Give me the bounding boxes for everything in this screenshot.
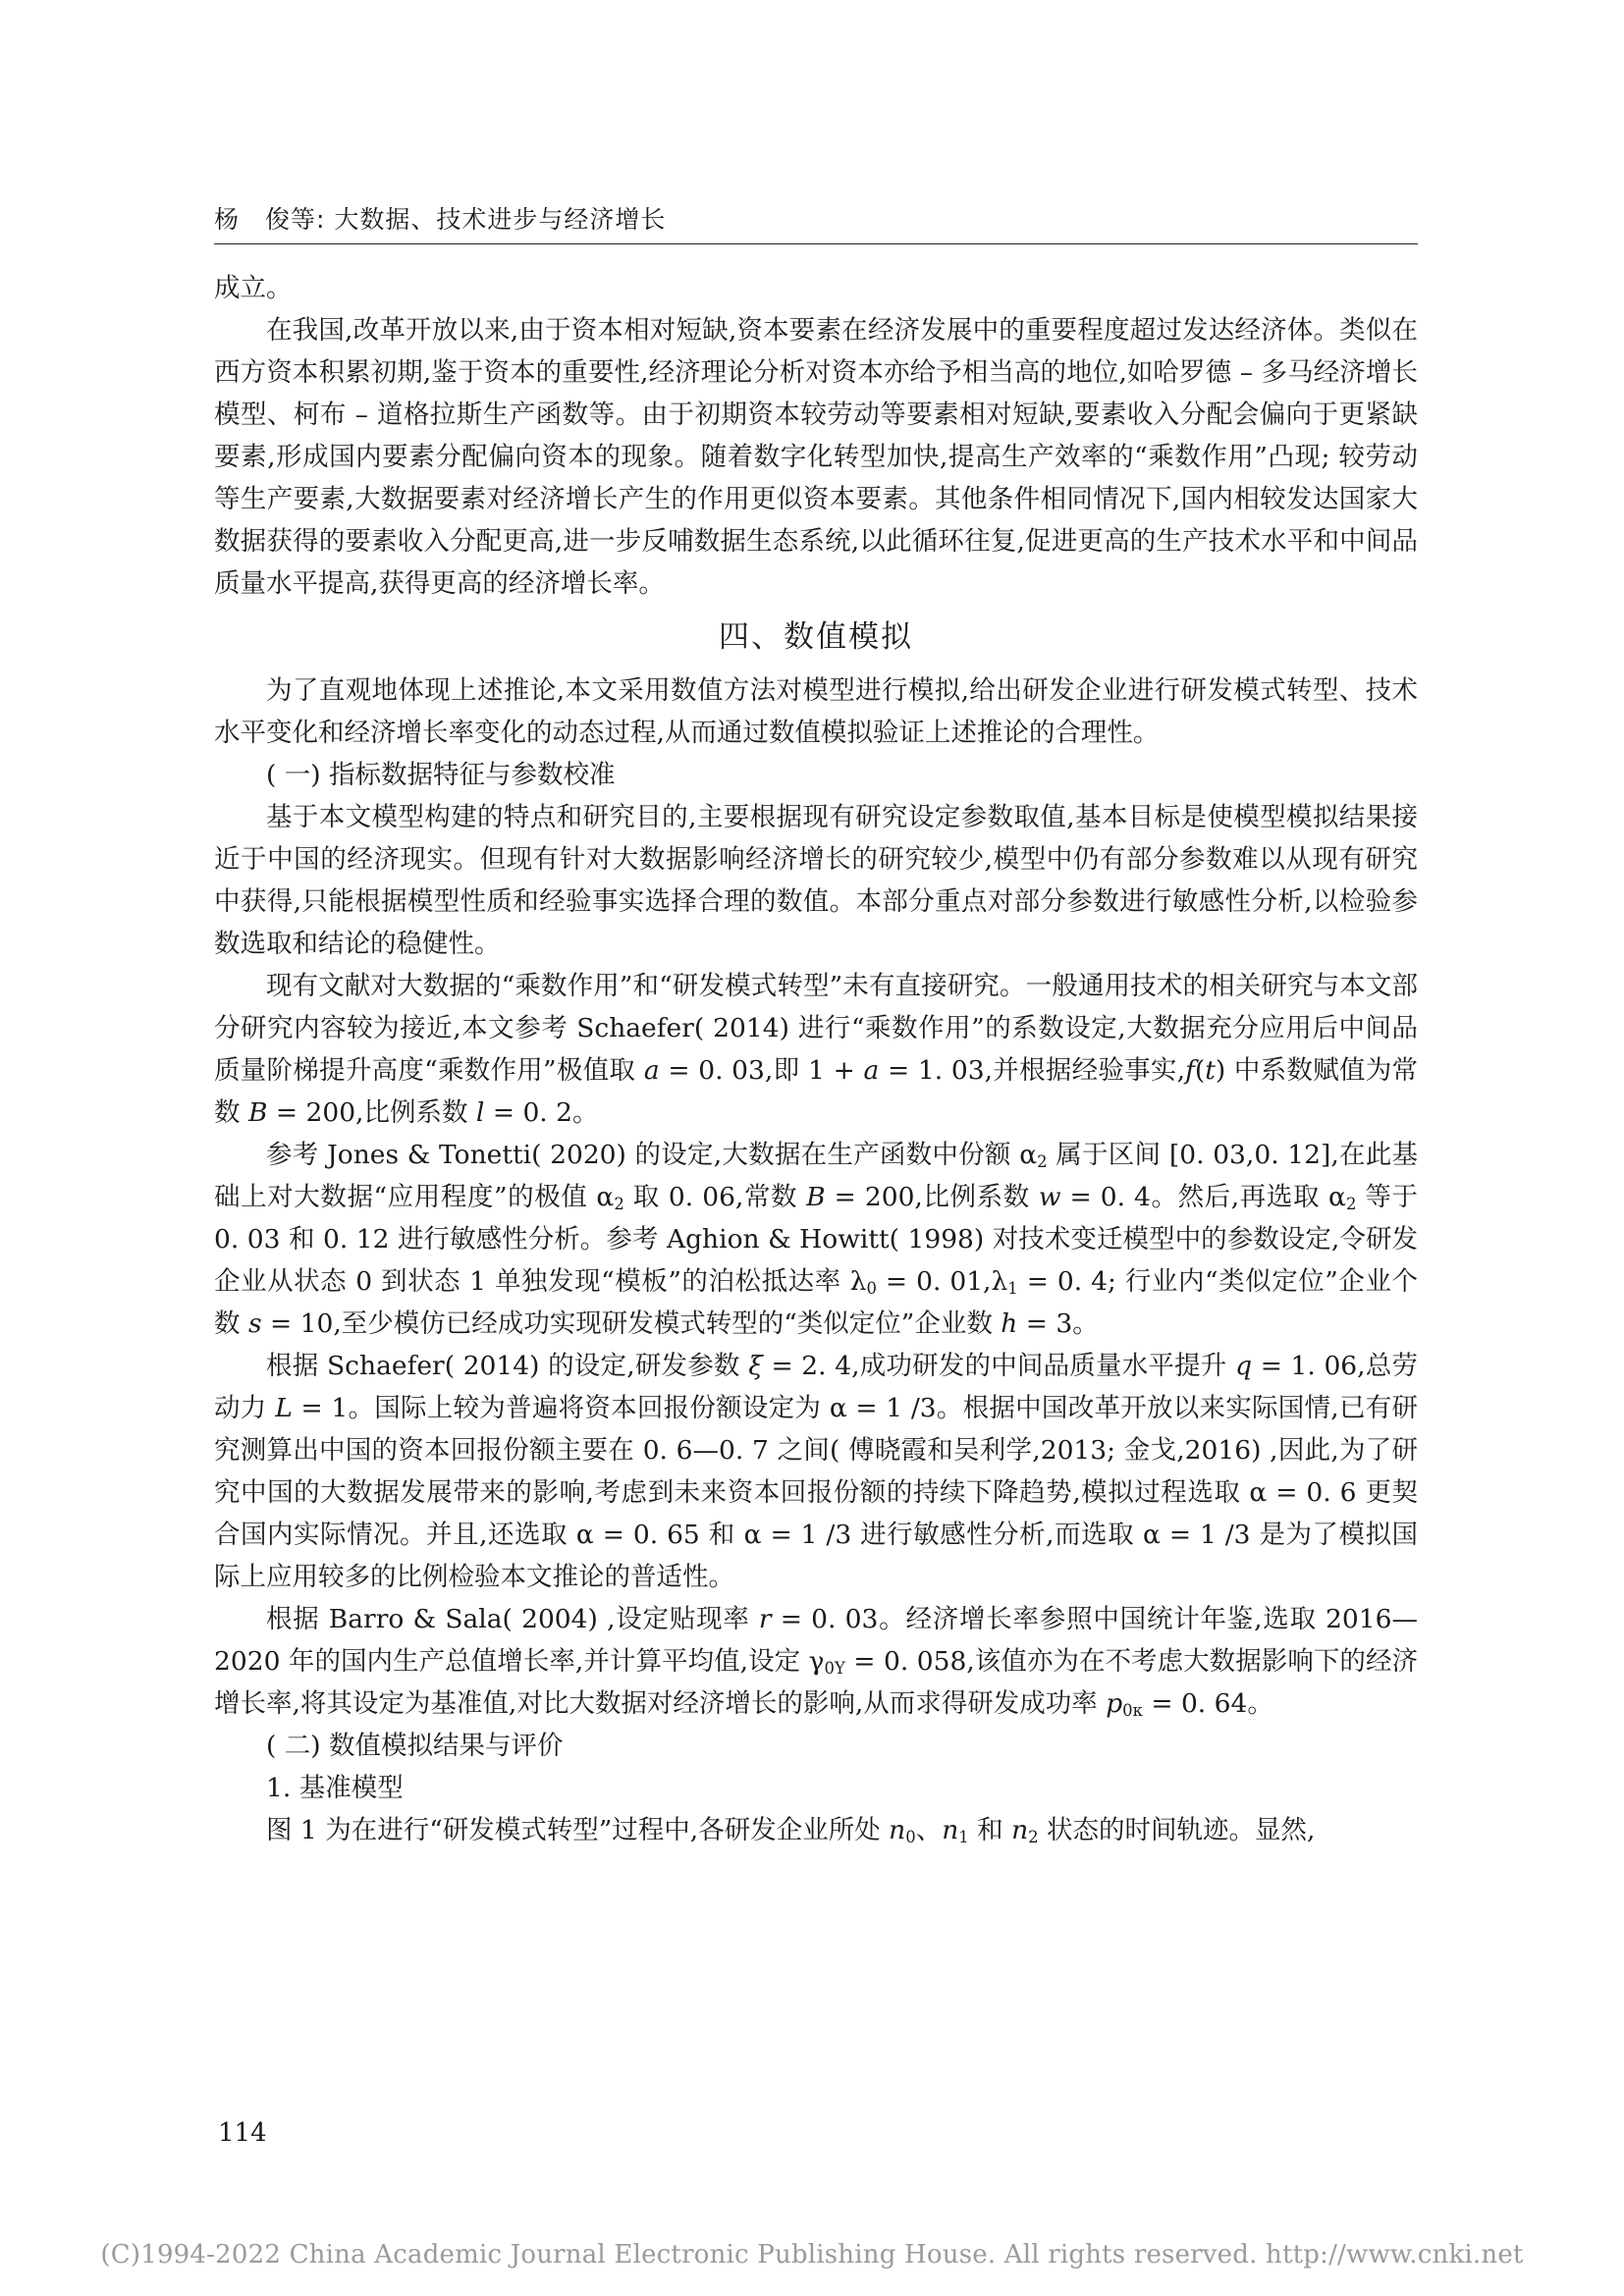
math-var: q [1235, 1351, 1253, 1381]
text-run: = 1。国际上较为普遍将资本回报份额设定为 α = 1 /3。根据中国改革开放以来实际国情,已有研究测算出中国的资本回报份额主要在 0. 6—0. 7 之间( 傅晓霞和吴利学,2013; 金戈,2016) ,因此,为了研究中国的大数据发展带来的影响,考虑到未来资本回报份额的持续下降趋势,模拟过程选取 α = 0. 6 更契合国内实际情况。并且,还选取 α = 0. 65 和 α = 1 /3 进行敏感性分析,而选取 α = 1 /3 是为了模拟国际上应用较多的比例检验本文推论的普适性。 [214, 1393, 1418, 1592]
text-run: = 1. 03,并根据经验事实, [879, 1055, 1186, 1086]
text-run: = 200,比例系数 [267, 1097, 476, 1128]
text-run: = 2. 4,成功研发的中间品质量水平提升 [762, 1351, 1236, 1381]
math-var: a [863, 1055, 880, 1086]
subsection-heading: ( 一) 指标数据特征与参数校准 [266, 760, 616, 790]
subscript: 2 [1028, 1828, 1039, 1847]
text-run: 根据 Barro & Sala( 2004) ,设定贴现率 [266, 1604, 759, 1634]
subscript: 2 [1345, 1195, 1357, 1214]
math-var: B [247, 1097, 268, 1128]
math-var: s [247, 1308, 262, 1339]
paragraph [214, 1345, 1418, 1598]
subscript: 0κ [1122, 1701, 1143, 1721]
text-run: 图 1 为在进行“研发模式转型”过程中,各研发企业所处 [266, 1815, 890, 1845]
text-run: = 0. 01,λ [876, 1266, 1008, 1297]
paragraph [214, 1134, 1418, 1345]
text-run: = 10,至少模仿已经成功实现研发模式转型的“类似定位”企业数 [261, 1308, 1001, 1339]
paragraph: 在我国,改革开放以来,由于资本相对短缺,资本要素在经济发展中的重要程度超过发达经济体。类似在西方资本积累初期,鉴于资本的重要性,经济理论分析对资本亦给予相当高的地位,如哈罗德 – 多马经济增长模型、柯布 – 道格拉斯生产函数等。由于初期资本较劳动等要素相对短缺,要素收入分配会偏向于更紧缺要素,形成国内要素分配偏向资本的现象。随着数字化转型加快,提高生产效率的“乘数作用”凸现; 较劳动等生产要素,大数据要素对经济增长产生的作用更似资本要素。其他条件相同情况下,国内相较发达国家大数据获得的要素收入分配更高,进一步反哺数据生态系统,以此循环往复,促进更高的生产技术水平和中间品质量水平提高,获得更高的经济增长率。 [214, 315, 1418, 599]
paragraph: 为了直观地体现上述推论,本文采用数值方法对模型进行模拟,给出研发企业进行研发模式转型、技术水平变化和经济增长率变化的动态过程,从而通过数值模拟验证上述推论的合理性。 [214, 675, 1418, 748]
text-run: 取 0. 06,常数 [623, 1182, 807, 1212]
subscript: 2 [614, 1195, 624, 1214]
math-var: L [275, 1393, 293, 1423]
section-heading: 四、数值模拟 [719, 619, 913, 655]
math-var: h [1001, 1308, 1018, 1339]
text-run: = 0. 64。 [1142, 1688, 1273, 1719]
running-header: 杨 俊等: 大数据、技术进步与经济增长 [214, 205, 667, 234]
page-number: 114 [218, 2118, 267, 2148]
math-var: w [1038, 1182, 1061, 1212]
math-var: n [1011, 1815, 1029, 1845]
math-var: ξ [748, 1351, 763, 1381]
subscript: 0 [905, 1828, 916, 1847]
text-run: 、 [915, 1815, 943, 1845]
text-run: 和 [968, 1815, 1012, 1845]
paragraph [214, 965, 1418, 1134]
subsubsection-heading: 1. 基准模型 [266, 1773, 404, 1803]
text-run: 根据 Schaefer( 2014) 的设定,研发参数 [266, 1351, 749, 1381]
text-run: = 0. 03,即 1 + [659, 1055, 864, 1086]
text-run: 状态的时间轨迹。显然, [1038, 1815, 1316, 1845]
text-run: 现有文献对大数据的“乘数作用”和“研发模式转型”未有直接研究。一般通用技术的相关研究与本文部分研究内容较为接近,本文参考 Schaefer( 2014) 进行“乘数作用”的系数设定,大数据充分应用后中间品质量阶梯提升高度“乘数作用”极值取 [214, 971, 1418, 1086]
text-run: 等于 0. 03 和 0. 12 进行敏感性分析。参考 Aghion & Howitt( 1998) 对技术变迁模型中的参数设定,令研发企业从状态 0 到状态 1 单独发现“模板”的泊松抵达率 λ [214, 1182, 1419, 1297]
article-body [214, 267, 1418, 1851]
paragraph: 基于本文模型构建的特点和研究目的,主要根据现有研究设定参数取值,基本目标是使模型模拟结果接近于中国的经济现实。但现有针对大数据影响经济增长的研究较少,模型中仍有部分参数难以从现有研究中获得,只能根据模型性质和经验事实选择合理的数值。本部分重点对部分参数进行敏感性分析,以检验参数选取和结论的稳健性。 [214, 802, 1418, 959]
text-run: 参考 Jones & Tonetti( 2020) 的设定,大数据在生产函数中份额 α [266, 1140, 1038, 1170]
copyright-footer: (C)1994-2022 China Academic Journal Electronic Publishing House. All rights reserved. http://www.cnki.net [100, 2240, 1524, 2269]
paragraph: 成立。 [214, 273, 293, 303]
subscript: 1 [1007, 1279, 1018, 1299]
header-divider [214, 243, 1418, 244]
paragraph [214, 1598, 1418, 1725]
math-var: n [942, 1815, 959, 1845]
text-run: = 0. 03。经济增长率参照中国统计年鉴,选取 2016—2020 年的国内生产总值增长率,并计算平均值,设定 γ [214, 1604, 1418, 1677]
paragraph [214, 1809, 1418, 1851]
text-run: = 0. 2。 [484, 1097, 599, 1128]
math-var: l [475, 1097, 485, 1128]
subsection-heading: ( 二) 数值模拟结果与评价 [266, 1731, 564, 1761]
math-var: t [1205, 1055, 1216, 1086]
math-var: a [643, 1055, 660, 1086]
subscript: 0 [866, 1279, 877, 1299]
math-var: B [806, 1182, 826, 1212]
text-run: = 200,比例系数 [825, 1182, 1039, 1212]
text-run: = 1. 06,总劳动力 [214, 1351, 1418, 1423]
math-var: p [1106, 1688, 1123, 1719]
subscript: 0Y [824, 1659, 845, 1679]
text-run: = 0. 058,该值亦为在不考虑大数据影响下的经济增长率,将其设定为基准值,对比大数据对经济增长的影响,从而求得研发成功率 [214, 1646, 1418, 1719]
text-run: = 0. 4。然后,再选取 α [1060, 1182, 1346, 1212]
text-run: = 3。 [1017, 1308, 1099, 1339]
text-run: = 0. 4; 行业内“类似定位”企业个数 [214, 1266, 1418, 1339]
math-var: n [889, 1815, 906, 1845]
text-run: 属于区间 [0. 03,0. 12],在此基础上对大数据“应用程度”的极值 α [214, 1140, 1418, 1212]
math-var: f [1185, 1055, 1195, 1086]
text-run: ( [1194, 1055, 1206, 1086]
math-var: r [758, 1604, 772, 1634]
text-run: ) 中系数赋值为常数 [214, 1055, 1418, 1128]
subscript: 1 [958, 1828, 969, 1847]
subscript: 2 [1037, 1152, 1048, 1172]
